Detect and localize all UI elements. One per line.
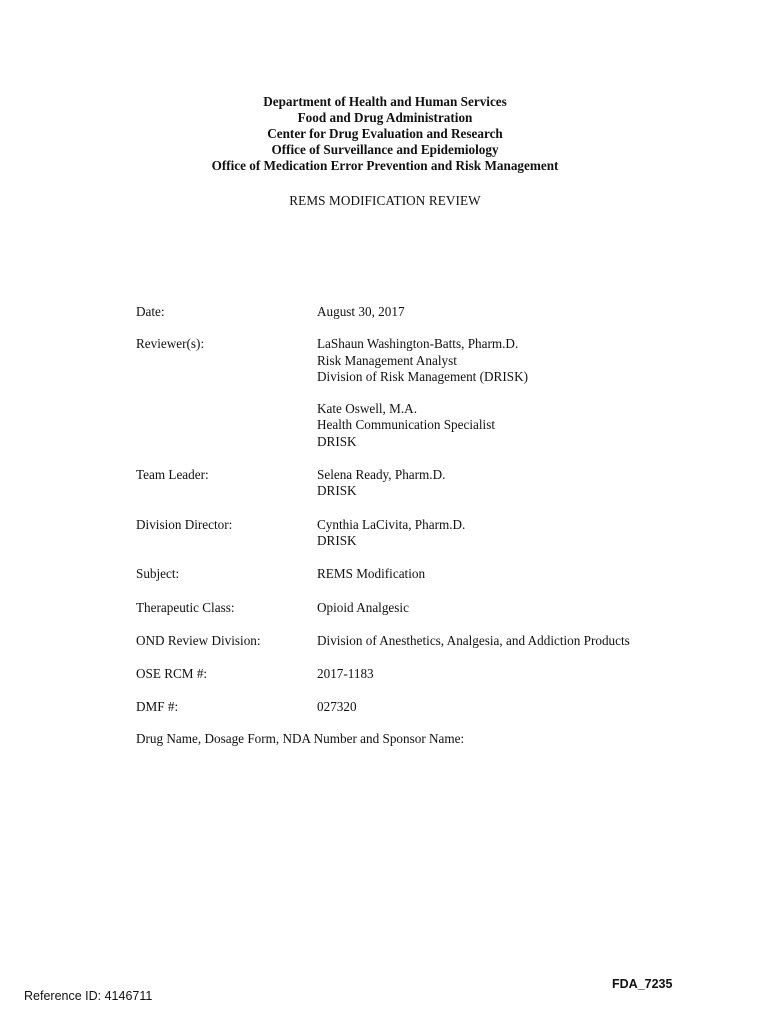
- review-fields: [136, 304, 736, 716]
- subject-row: [136, 566, 736, 582]
- dmf-value: 027320: [317, 699, 357, 715]
- ond-division-label: OND Review Division:: [136, 632, 261, 648]
- header-department: Department of Health and Human Services: [263, 94, 507, 109]
- reviewer-spacer: [317, 385, 736, 401]
- ond-division-row: [136, 633, 736, 649]
- header-center: Center for Drug Evaluation and Research: [267, 126, 503, 141]
- agency-header: [0, 94, 770, 174]
- subject-value: REMS Modification: [317, 566, 426, 582]
- therapeutic-class-row: [136, 600, 736, 616]
- division-director-division: DRISK: [317, 532, 357, 548]
- team-leader-label: Team Leader:: [136, 467, 209, 483]
- reviewer2-title: Health Communication Specialist: [317, 417, 495, 433]
- date-row: [136, 304, 736, 320]
- bates-number: FDA_7235: [612, 977, 673, 991]
- team-leader-name: Selena Ready, Pharm.D.: [317, 467, 446, 483]
- date-label: Date:: [136, 304, 165, 319]
- drug-info-label: Drug Name, Dosage Form, NDA Number and Sponsor Name:: [136, 731, 465, 746]
- reference-id: Reference ID: 4146711: [24, 989, 153, 1003]
- reviewers-row: [136, 336, 736, 450]
- date-value: August 30, 2017: [317, 304, 405, 319]
- ose-rcm-value: 2017-1183: [317, 666, 374, 682]
- dmf-label: DMF #:: [136, 699, 179, 715]
- team-leader-division: DRISK: [317, 483, 357, 499]
- reviewer2-division: DRISK: [317, 433, 357, 449]
- ond-division-value: Division of Anesthetics, Analgesia, and Addiction Products: [317, 632, 630, 648]
- ose-rcm-row: [136, 666, 736, 682]
- header-office-surveillance: Office of Surveillance and Epidemiology: [271, 142, 499, 157]
- dmf-row: [136, 699, 736, 715]
- division-director-name: Cynthia LaCivita, Pharm.D.: [317, 516, 466, 532]
- therapeutic-class-value: Opioid Analgesic: [317, 599, 409, 615]
- team-leader-row: [136, 467, 736, 500]
- reviewer1-title: Risk Management Analyst: [317, 352, 457, 368]
- header-office-medication-error: Office of Medication Error Prevention and Risk Management: [211, 158, 559, 173]
- division-director-row: [136, 517, 736, 550]
- division-director-value: [317, 517, 736, 550]
- reviewers-label: Reviewer(s):: [136, 336, 205, 352]
- header-agency: Food and Drug Administration: [297, 110, 473, 125]
- reviewers-value: [317, 336, 736, 450]
- therapeutic-class-label: Therapeutic Class:: [136, 599, 235, 615]
- division-director-label: Division Director:: [136, 516, 233, 532]
- subject-label: Subject:: [136, 566, 180, 582]
- reviewer1-name: LaShaun Washington-Batts, Pharm.D.: [317, 336, 519, 352]
- reviewer2-name: Kate Oswell, M.A.: [317, 401, 417, 417]
- document-title: REMS MODIFICATION REVIEW: [289, 193, 481, 208]
- team-leader-value: [317, 467, 736, 500]
- ose-rcm-label: OSE RCM #:: [136, 666, 208, 682]
- reviewer1-division: Division of Risk Management (DRISK): [317, 368, 528, 384]
